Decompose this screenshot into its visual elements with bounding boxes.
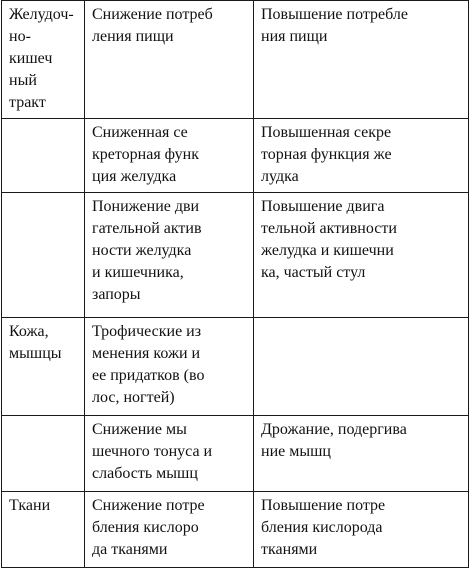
decreased-function-cell: Понижение дви гательной актив ности желудка и кишечника, запоры <box>85 193 254 318</box>
table-row <box>2 1 469 119</box>
table-row <box>2 119 469 193</box>
increased-function-cell: Повышение потребле ния пищи <box>254 1 469 119</box>
decreased-function-cell: Снижение мы шечного тонуса и слабость мышц <box>85 416 254 492</box>
decreased-function-cell: Сниженная се креторная функ ция желудка <box>85 119 254 193</box>
organ-cell: Желудочно- кишеч ный тракт <box>2 1 85 119</box>
increased-function-cell: Повышение потре бления кислорода тканями <box>254 492 469 568</box>
table-row <box>2 318 469 416</box>
decreased-function-cell: Снижение потреб ления пищи <box>85 1 254 119</box>
organ-cell <box>2 416 85 492</box>
organ-cell <box>2 193 85 318</box>
organ-cell <box>2 119 85 193</box>
symptoms-table <box>1 0 469 568</box>
table-row <box>2 492 469 568</box>
increased-function-cell: Повышение двига тельной активности желудка и кишечни ка, частый стул <box>254 193 469 318</box>
decreased-function-cell: Снижение потре бления кислоро да тканями <box>85 492 254 568</box>
organ-cell: Ткани <box>2 492 85 568</box>
increased-function-cell <box>254 318 469 416</box>
decreased-function-cell: Трофические из менения кожи и ее придатков (во лос, ногтей) <box>85 318 254 416</box>
organ-cell: Кожа, мышцы <box>2 318 85 416</box>
table-row <box>2 416 469 492</box>
increased-function-cell: Повышенная секре торная функция же лудка <box>254 119 469 193</box>
table-row <box>2 193 469 318</box>
increased-function-cell: Дрожание, подергива ние мышц <box>254 416 469 492</box>
